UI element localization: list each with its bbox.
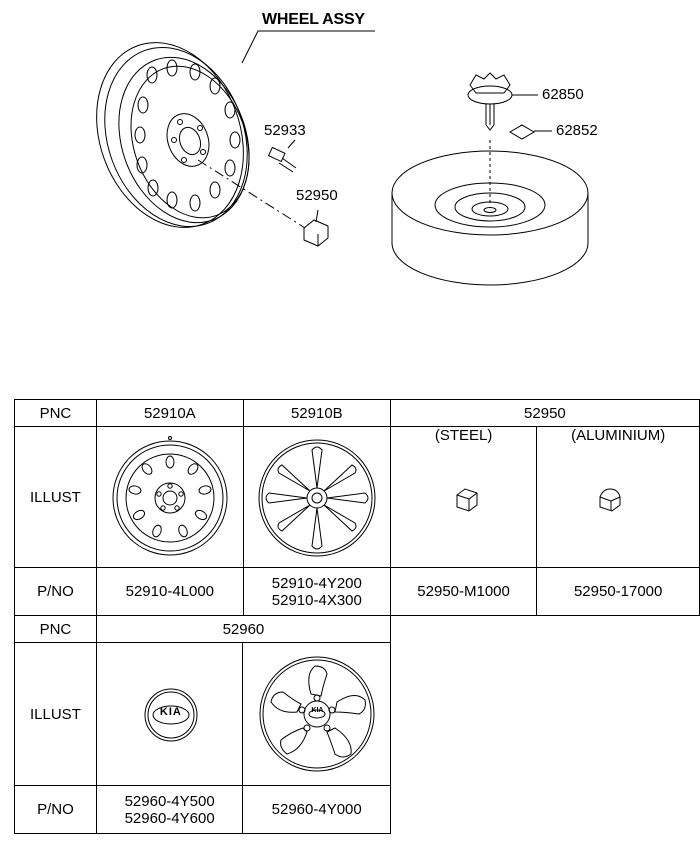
pnc-52950: 52950 <box>390 400 699 427</box>
callout-62852: 62852 <box>556 122 598 139</box>
parts-table-2 <box>14 615 391 834</box>
illust-label-2: ILLUST <box>15 643 97 786</box>
pno-52960-4y600: 52960-4Y600 <box>124 809 215 827</box>
pno-52950-17000: 52950-17000 <box>537 568 700 616</box>
pno-label: P/NO <box>15 568 97 616</box>
callout-62850: 62850 <box>542 86 584 103</box>
pnc-52910a: 52910A <box>96 400 243 427</box>
pno-label-2: P/NO <box>15 786 97 834</box>
pno-52910-4y200: 52910-4Y200 <box>271 574 362 592</box>
pno-center-cap <box>96 786 243 834</box>
callout-52950: 52950 <box>296 187 338 204</box>
steel-sub-label: (STEEL) <box>434 427 493 444</box>
aluminium-sub-label: (ALUMINIUM) <box>571 427 666 444</box>
pnc-label-2: PNC <box>15 616 97 643</box>
alloy-wheel-icon <box>244 428 390 566</box>
pnc-label: PNC <box>15 400 97 427</box>
pnc-52910b: 52910B <box>243 400 390 427</box>
pno-52950-m1000: 52950-M1000 <box>390 568 537 616</box>
illust-steel-wheel <box>96 427 243 568</box>
kia-logo: KIA <box>159 706 182 718</box>
illust-label: ILLUST <box>15 427 97 568</box>
callout-52933: 52933 <box>264 122 306 139</box>
wheel-vent-holes <box>135 60 240 211</box>
pno-alloy-wheel <box>243 568 390 616</box>
nut-aluminium-icon <box>595 485 625 515</box>
pno-52910-4x300: 52910-4X300 <box>271 591 362 609</box>
nut-steel-icon <box>453 485 483 515</box>
wheel-assy-leader <box>242 31 375 63</box>
parts-table-1 <box>14 399 700 616</box>
pnc-52960: 52960 <box>96 616 390 643</box>
illust-wheel-cover <box>243 643 391 786</box>
pno-52960-4y000: 52960-4Y000 <box>243 786 391 834</box>
illust-center-cap <box>96 643 243 786</box>
exploded-diagram <box>0 0 700 380</box>
wheel-cover-icon <box>247 644 387 784</box>
illust-alloy-wheel <box>243 427 390 568</box>
illust-nut-steel <box>390 427 537 568</box>
pno-52960-4y500: 52960-4Y500 <box>124 792 215 810</box>
illust-nut-aluminium <box>537 427 700 568</box>
pno-52910-4l000: 52910-4L000 <box>96 568 243 616</box>
cover-logo: KIA <box>311 707 324 714</box>
spare-tire-holder-icon <box>468 73 512 130</box>
wheel-nut-icon <box>304 220 328 246</box>
marker-icon <box>510 125 534 139</box>
wheel-assy-label: WHEEL ASSY <box>262 11 365 28</box>
wheel-bolt-icon <box>269 147 296 172</box>
steel-wheel-icon <box>97 428 243 566</box>
